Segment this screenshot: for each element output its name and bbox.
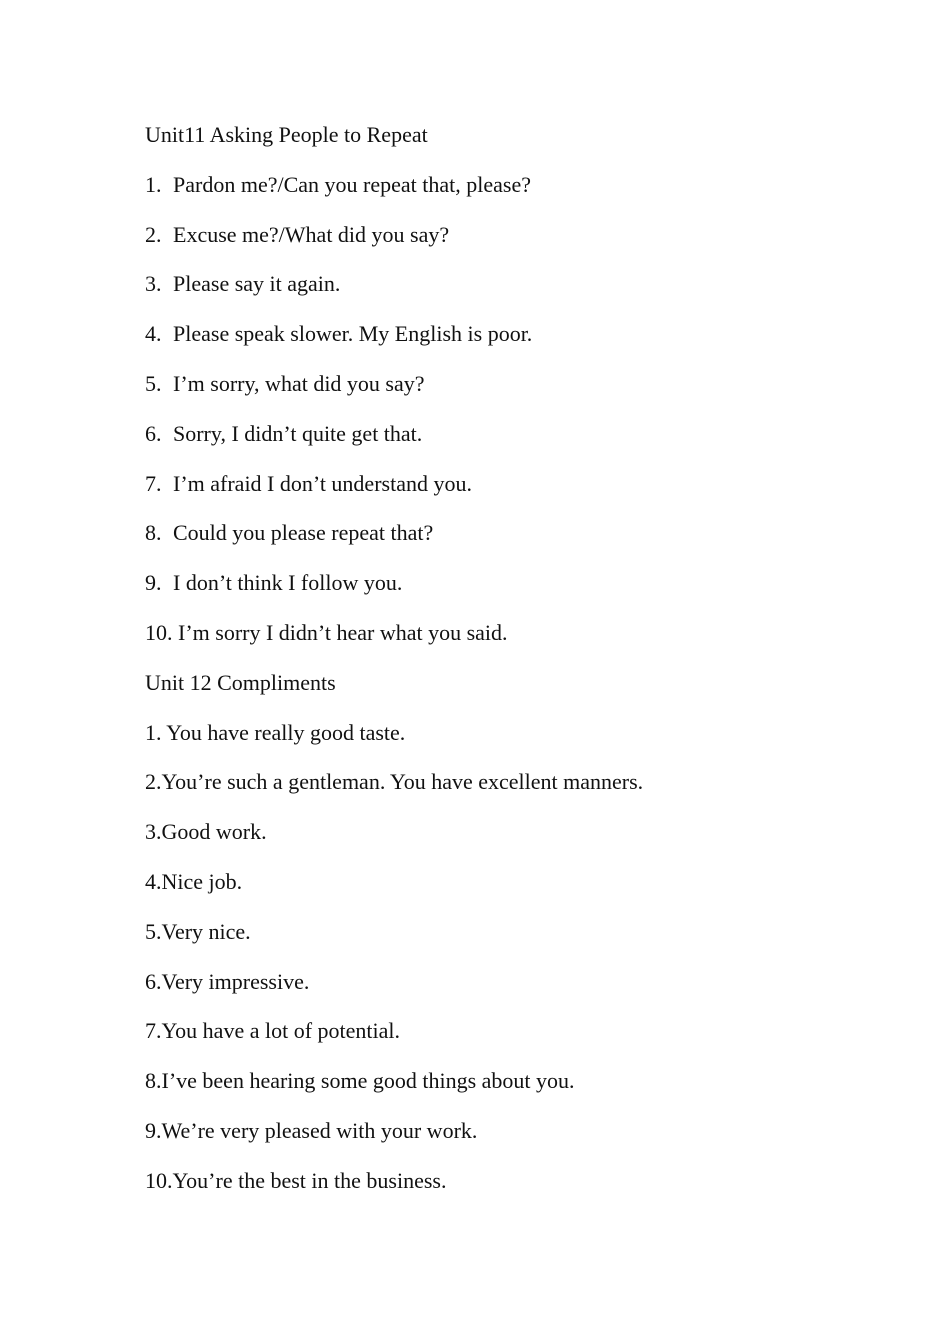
item-text: We’re very pleased with your work. bbox=[161, 1117, 478, 1143]
item-text: Pardon me?/Can you repeat that, please? bbox=[173, 171, 531, 197]
item-number: 8. bbox=[145, 520, 162, 546]
item-number: 10. bbox=[145, 1167, 173, 1193]
unit11-heading: Unit11 Asking People to Repeat bbox=[145, 122, 428, 147]
unit11-item bbox=[145, 466, 865, 516]
item-text: I’m sorry, what did you say? bbox=[173, 370, 425, 396]
item-number: 1. bbox=[145, 719, 167, 745]
unit12-item bbox=[145, 964, 865, 1014]
unit11-item bbox=[145, 266, 865, 316]
unit12-heading: Unit 12 Compliments bbox=[145, 669, 336, 695]
unit12-item bbox=[145, 764, 865, 814]
unit12-item bbox=[145, 1063, 865, 1113]
item-text: I’m sorry I didn’t hear what you said. bbox=[178, 619, 508, 645]
item-text: Please say it again. bbox=[173, 271, 341, 297]
unit12-item bbox=[145, 715, 865, 765]
item-number: 4. bbox=[145, 868, 162, 894]
item-text: I’m afraid I don’t understand you. bbox=[173, 470, 472, 496]
document-body bbox=[145, 117, 865, 1213]
item-number: 3. bbox=[145, 819, 162, 845]
item-text: Excuse me?/What did you say? bbox=[173, 221, 450, 247]
item-number: 1. bbox=[145, 171, 162, 197]
item-text: Sorry, I didn’t quite get that. bbox=[173, 420, 423, 446]
unit12-item bbox=[145, 914, 865, 964]
item-text: Could you please repeat that? bbox=[173, 520, 434, 546]
item-number: 4. bbox=[145, 321, 162, 347]
item-text: I don’t think I follow you. bbox=[173, 570, 403, 596]
item-text: I’ve been hearing some good things about you. bbox=[161, 1068, 575, 1094]
item-number: 9. bbox=[145, 1117, 162, 1143]
item-number: 5. bbox=[145, 370, 162, 396]
item-number: 7. bbox=[145, 1018, 162, 1044]
item-number: 8. bbox=[145, 1068, 162, 1094]
unit12-item bbox=[145, 1163, 865, 1213]
item-text: Very nice. bbox=[161, 918, 251, 944]
item-text: Good work. bbox=[161, 819, 267, 845]
item-number: 6. bbox=[145, 420, 162, 446]
unit11-item bbox=[145, 515, 865, 565]
unit11-item bbox=[145, 316, 865, 366]
item-number: 2. bbox=[145, 769, 162, 795]
unit11-item bbox=[145, 615, 865, 665]
item-number: 10. bbox=[145, 619, 173, 645]
unit12-item bbox=[145, 1013, 865, 1063]
item-text: You’re the best in the business. bbox=[172, 1167, 447, 1193]
item-number: 5. bbox=[145, 918, 162, 944]
unit12-item bbox=[145, 864, 865, 914]
item-text: You have really good taste. bbox=[166, 719, 406, 745]
item-text: Please speak slower. My English is poor. bbox=[173, 321, 533, 347]
item-number: 9. bbox=[145, 570, 162, 596]
item-number: 6. bbox=[145, 968, 162, 994]
unit12-item bbox=[145, 1113, 865, 1163]
item-text: Very impressive. bbox=[161, 968, 310, 994]
unit11-item bbox=[145, 416, 865, 466]
unit11-item bbox=[145, 366, 865, 416]
item-text: You have a lot of potential. bbox=[161, 1018, 401, 1044]
item-text: Nice job. bbox=[161, 868, 243, 894]
item-number: 7. bbox=[145, 470, 162, 496]
unit11-item bbox=[145, 167, 865, 217]
unit11-item bbox=[145, 565, 865, 615]
unit11-item bbox=[145, 217, 865, 267]
item-number: 2. bbox=[145, 221, 162, 247]
item-number: 3. bbox=[145, 271, 162, 297]
unit12-item bbox=[145, 814, 865, 864]
item-text: You’re such a gentleman. You have excellent manners. bbox=[161, 769, 644, 795]
